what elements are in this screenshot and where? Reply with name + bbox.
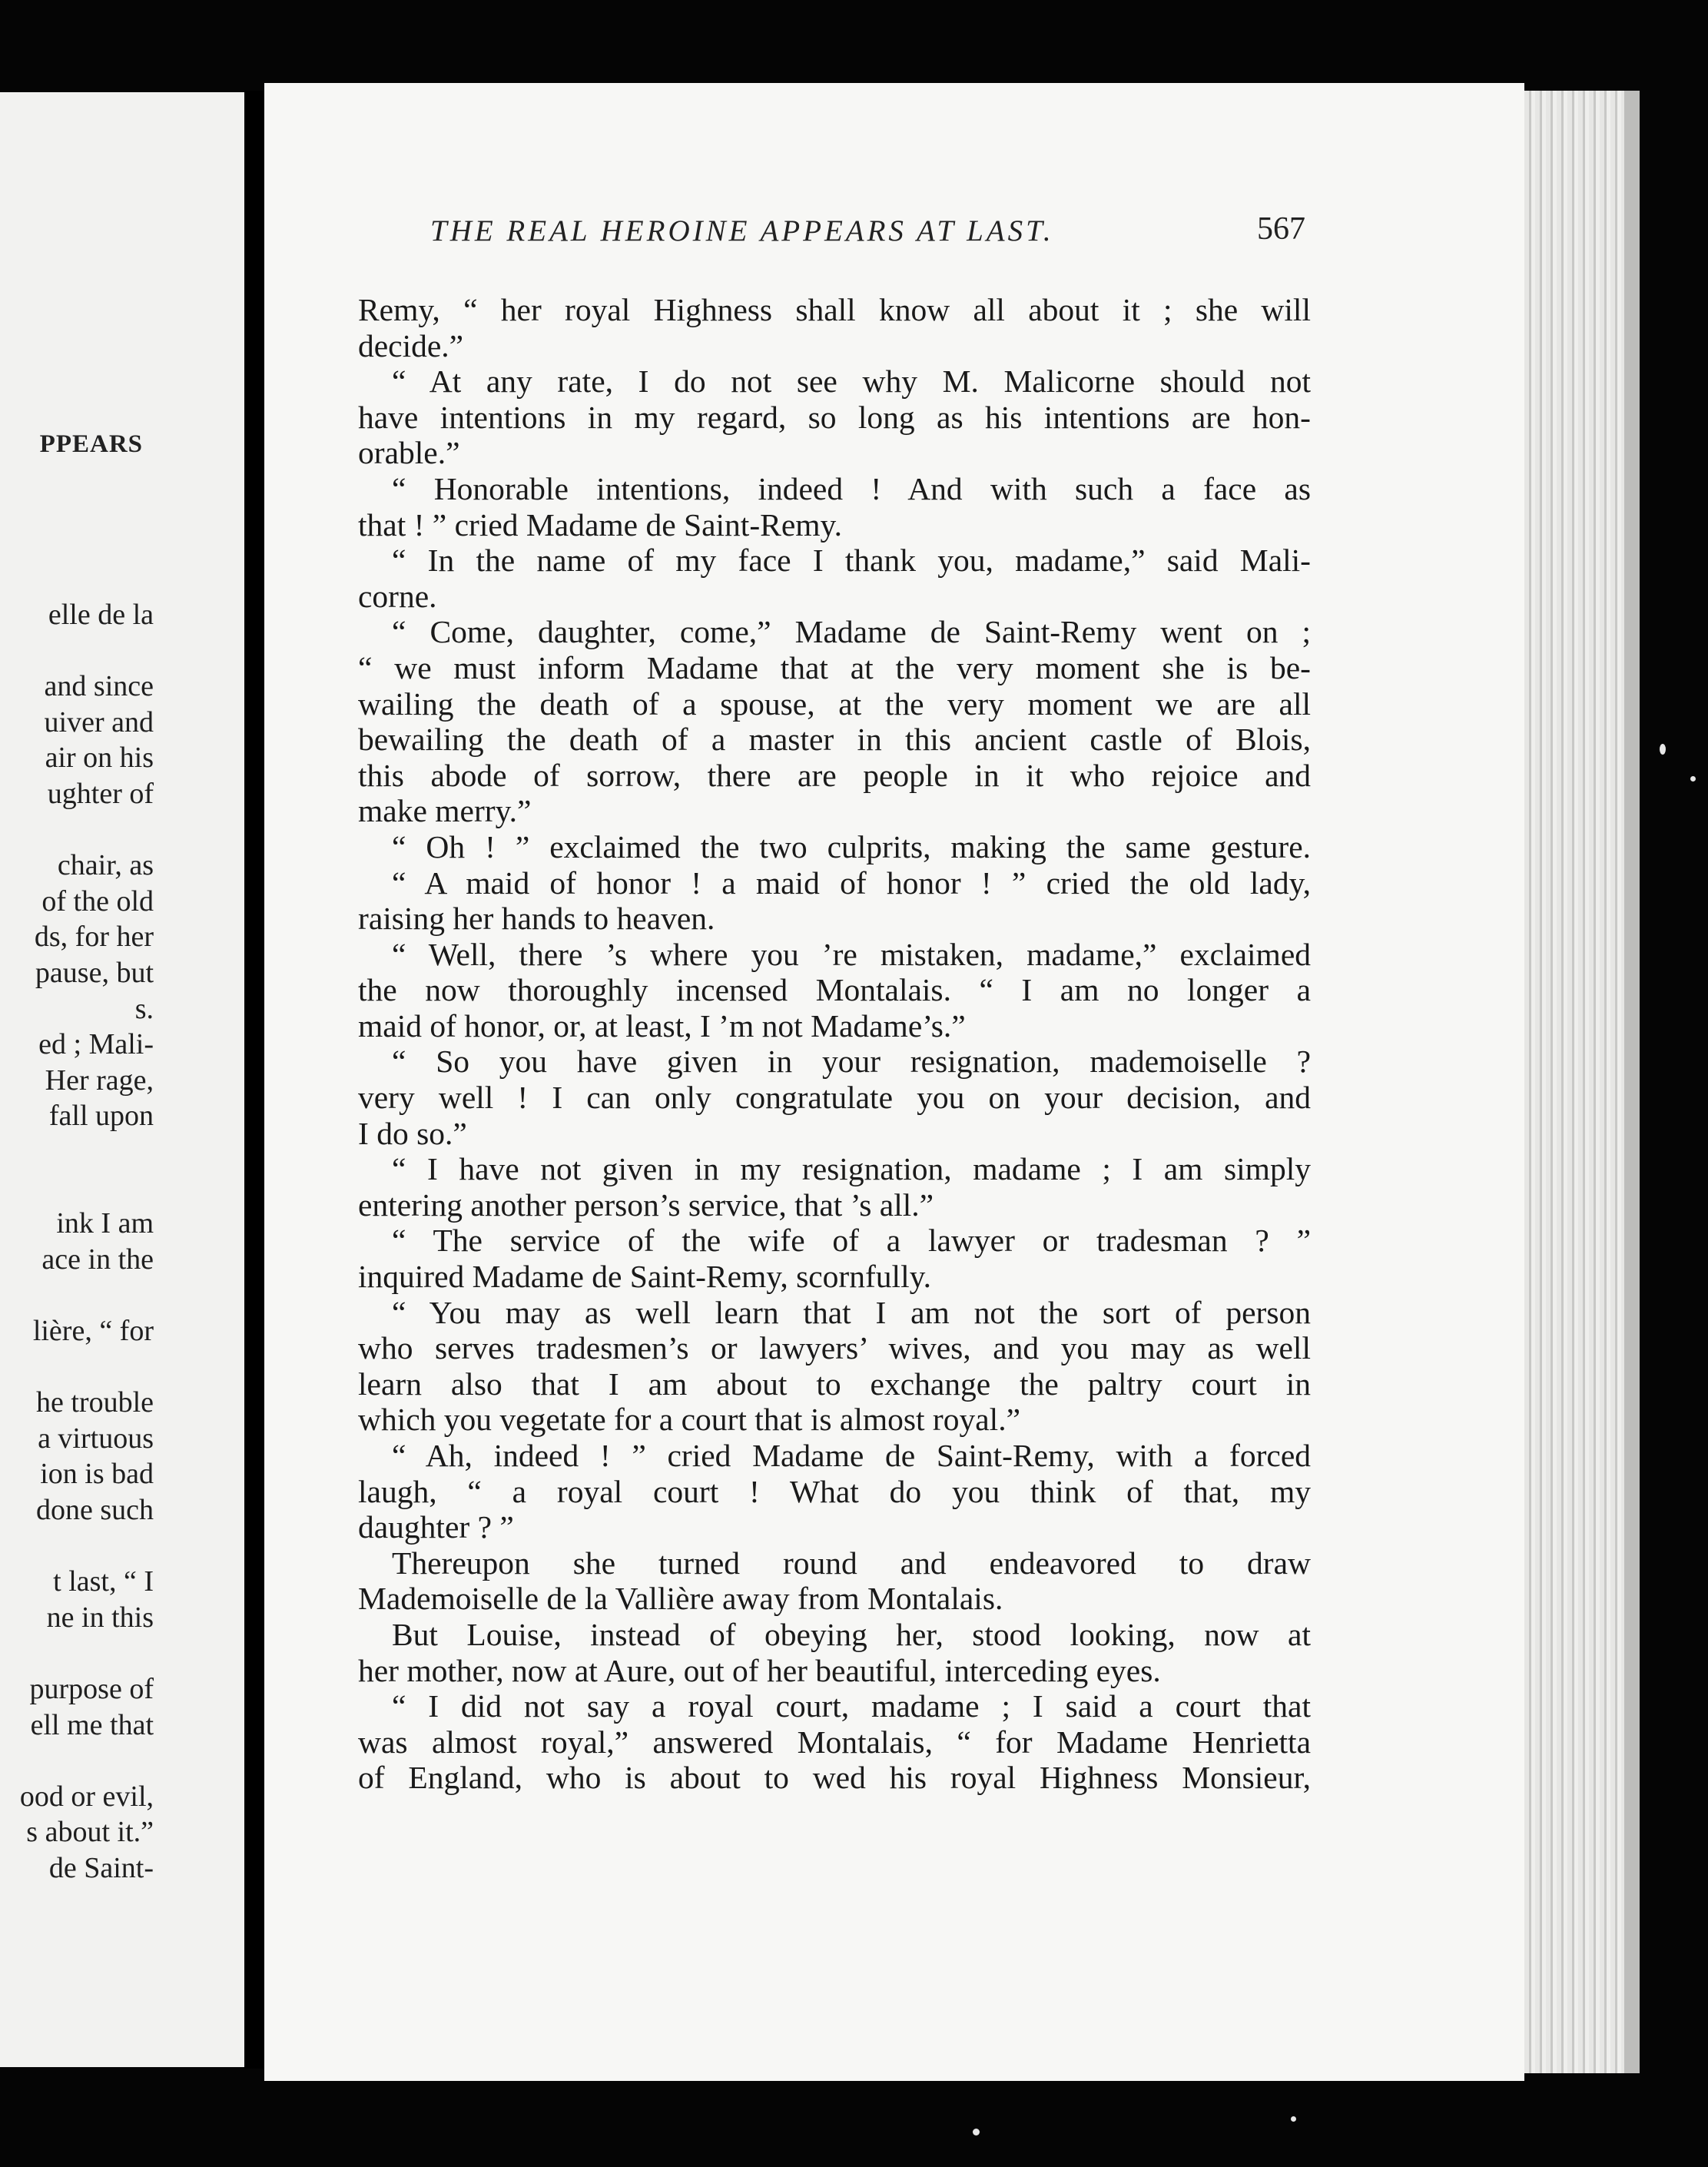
text-line: “ You may as well learn that I am not the sort of person: [392, 1294, 1311, 1330]
text-line: “ Ah, indeed ! ” cried Madame de Saint-Remy, with a forced: [392, 1438, 1311, 1473]
left-page-line: de Saint-: [48, 1852, 154, 1884]
text-line: her mother, now at Aure, out of her beautiful, interceding eyes.: [358, 1652, 1161, 1688]
text-line: Remy, “ her royal Highness shall know all about it ; she will: [358, 292, 1311, 327]
left-page-line: ion is bad: [40, 1458, 154, 1491]
text-line: Mademoiselle de la Vallière away from Montalais.: [358, 1581, 1003, 1617]
text-line: “ I did not say a royal court, madame ; I said a court that: [392, 1688, 1311, 1724]
text-line: entering another person’s service, that ’s all.”: [358, 1186, 934, 1223]
left-page-line: ds, for her: [34, 921, 154, 954]
text-line: learn also that I am about to exchange the paltry court in: [358, 1366, 1311, 1402]
text-line: make merry.”: [358, 793, 532, 829]
left-page-line: of the old: [41, 884, 154, 918]
left-page-line: ed ; Mali-: [38, 1028, 154, 1061]
text-line: “ The service of the wife of a lawyer or tradesman ? ”: [392, 1223, 1311, 1259]
text-line: was almost royal,” answered Montalais, “ for Madame Henrietta: [358, 1724, 1311, 1760]
text-line: wailing the death of a spouse, at the very moment we are all: [358, 685, 1311, 722]
text-line: this abode of sorrow, there are people in it who rejoice and: [358, 757, 1311, 793]
left-page-line: fall upon: [48, 1100, 154, 1133]
scan-speck: [1291, 2116, 1296, 2122]
text-line: corne.: [358, 578, 437, 614]
text-line: “ I have not given in my resignation, madame ; I am simply: [392, 1151, 1311, 1187]
text-line: that ! ” cried Madame de Saint-Remy.: [358, 506, 842, 543]
text-line: orable.”: [358, 435, 460, 471]
text-line: inquired Madame de Saint-Remy, scornfully.: [358, 1259, 932, 1295]
left-page-line: lière, “ for: [32, 1315, 154, 1347]
left-running-head: PPEARS: [39, 430, 143, 458]
text-line: Thereupon she turned round and endeavored to draw: [392, 1545, 1311, 1581]
left-page-line: ell me that: [30, 1708, 154, 1741]
text-line: “ Honorable intentions, indeed ! And with such a face as: [392, 470, 1311, 506]
scan-speck: [1660, 744, 1666, 755]
left-page-line: ace in the: [41, 1243, 154, 1276]
left-page-line: purpose of: [29, 1673, 154, 1705]
left-page-line: ood or evil,: [19, 1780, 154, 1813]
text-line: “ At any rate, I do not see why M. Malicorne should not: [392, 363, 1311, 400]
book-gutter: [244, 91, 264, 2069]
left-page-line: ne in this: [46, 1601, 154, 1634]
text-line: very well ! I can only congratulate you on your decision, and: [358, 1080, 1311, 1116]
text-line: “ we must inform Madame that at the very moment she is be-: [358, 649, 1311, 685]
text-line: which you vegetate for a court that is almost royal.”: [358, 1402, 1020, 1438]
text-line: I do so.”: [358, 1115, 467, 1151]
text-line: “ Well, there ’s where you ’re mistaken, madame,” exclaimed: [392, 936, 1311, 972]
text-line: who serves tradesmen’s or lawyers’ wives, and you may as well: [358, 1330, 1311, 1366]
left-facing-page: [0, 92, 244, 2067]
body-text: [358, 292, 1311, 1796]
text-line: bewailing the death of a master in this ancient castle of Blois,: [358, 722, 1311, 758]
left-page-line: chair, as: [57, 849, 154, 882]
left-page-line: he trouble: [35, 1386, 154, 1419]
text-line: of England, who is about to wed his royal Highness Monsieur,: [358, 1760, 1311, 1796]
text-line: “ So you have given in your resignation, mademoiselle ?: [392, 1044, 1311, 1080]
text-line: have intentions in my regard, so long as his intentions are hon-: [358, 399, 1311, 435]
page-edges: [1524, 91, 1624, 2073]
left-page-line: elle de la: [48, 599, 154, 631]
left-page-line: Her rage,: [45, 1064, 154, 1097]
left-page-line: t last, “ I: [53, 1565, 154, 1598]
left-page-line: ink I am: [56, 1207, 154, 1240]
left-page-line: air on his: [45, 742, 154, 775]
left-page-line: ughter of: [47, 778, 154, 810]
text-line: But Louise, instead of obeying her, stood looking, now at: [392, 1616, 1311, 1652]
text-line: “ Oh ! ” exclaimed the two culprits, making the same gesture.: [392, 828, 1311, 864]
running-head: THE REAL HEROINE APPEARS AT LAST.: [430, 214, 1054, 247]
text-line: daughter ? ”: [358, 1509, 514, 1545]
left-page-line: s.: [134, 992, 154, 1025]
left-page-line: done such: [35, 1494, 154, 1526]
text-line: raising her hands to heaven.: [358, 901, 715, 937]
text-line: laugh, “ a royal court ! What do you think of that, my: [358, 1473, 1311, 1509]
left-page-line: pause, but: [35, 957, 154, 989]
left-page-line: a virtuous: [38, 1422, 154, 1455]
left-page-line: uiver and: [44, 705, 154, 738]
text-line: “ A maid of honor ! a maid of honor ! ” cried the old lady,: [392, 864, 1311, 901]
left-page-line: s about it.”: [26, 1816, 154, 1849]
text-line: “ In the name of my face I thank you, madame,” said Mali-: [392, 543, 1311, 579]
text-line: decide.”: [358, 327, 464, 363]
text-line: the now thoroughly incensed Montalais. “ I am no longer a: [358, 972, 1311, 1008]
left-page-line: and since: [44, 670, 154, 703]
text-line: maid of honor, or, at least, I ’m not Madame’s.”: [358, 1007, 966, 1044]
text-line: “ Come, daughter, come,” Madame de Saint-Remy went on ;: [392, 614, 1311, 650]
page-number: 567: [1257, 211, 1305, 247]
page-edges-shadow: [1624, 91, 1640, 2073]
scan-speck: [1690, 776, 1696, 782]
scan-speck: [973, 2129, 980, 2135]
